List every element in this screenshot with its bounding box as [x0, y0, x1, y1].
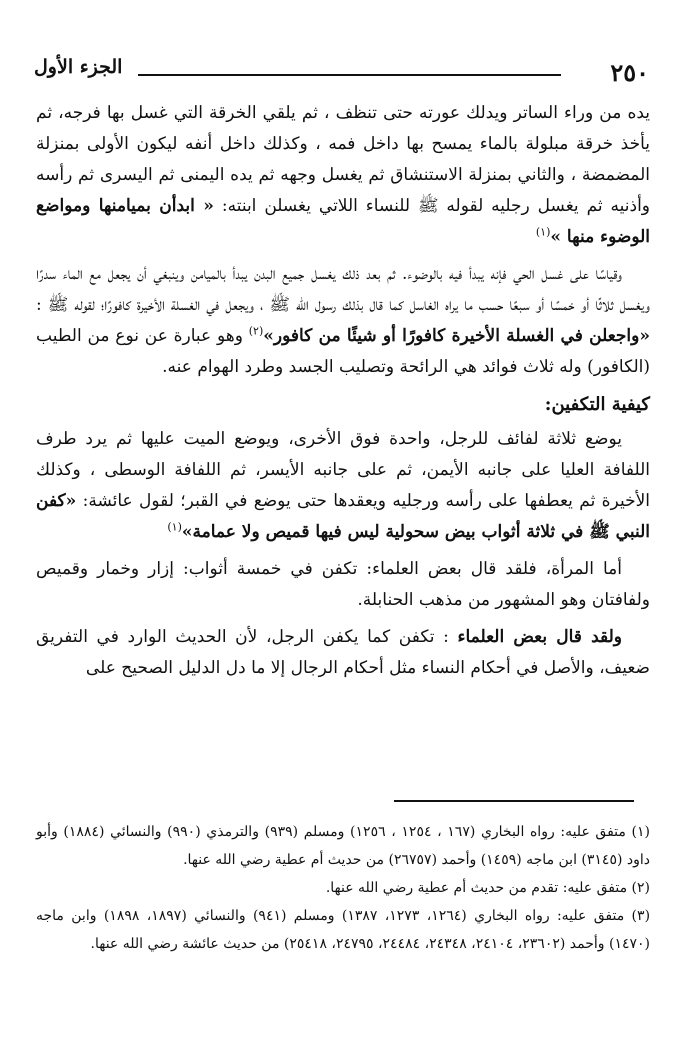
page-header [34, 54, 649, 88]
footnote-separator [394, 800, 634, 802]
paragraph-3 [36, 424, 650, 548]
footnote-2: (٢) متفق عليه: تقدم من حديث أم عطية رضي الله عنها. [325, 880, 650, 896]
paragraph-2-text-a: وقياسًا على غسل الحي فإنه يبدأ فيه بالوضوء. ثم بعد ذلك يغسل جميع البدن يبدأ بالميامن وينبغي أن يجعل مع الماء سدرًا ويغسل ثلاثًا أو خمسًا أو سبعًا حسب ما يراه الغاسل كما قال بذلك رسول الله ﷺ ، ويجعل في الغسلة الأخيرة كافورًا؛ لقوله ﷺ : [36, 264, 650, 315]
hadith-quote-3: «كفن النبي ﷺ في ثلاثة أثواب بيض سحولية ليس فيها قميص ولا عمامة» [36, 491, 650, 542]
paragraph-4: أما المرأة، فلقد قال بعض العلماء: تكفن في خمسة أثواب: إزار وخمار وقميص ولفافتان وهو المشهور من مذهب الحنابلة. [36, 559, 650, 610]
footnotes [36, 818, 650, 958]
footnote-3: (٣) متفق عليه: رواه البخاري (١٢٦٤، ١٢٧٣، ١٣٨٧) ومسلم (٩٤١) والنسائي (١٨٩٧، ١٨٩٨) وابن ماجه (١٤٧٠) وأحمد (٢٣٦٠٢، ٢٤١٠٤، ٢٤٣٤٨، ٢٤٤٨٤، ٢٤٧٩٥، ٢٥٤١٨) من حديث عائشة رضي الله عنها. [36, 908, 651, 952]
footnote-ref-2: (٢) [248, 324, 264, 338]
paragraph-2-text-b: وهو عبارة عن نوع من الطيب (الكافور) وله ثلاث فوائد هي الرائحة وتصليب الجسد وطرد الهوام عنه. [36, 326, 650, 377]
paragraph-1-text: يده من وراء الساتر ويدلك عورته حتى تنظف ، ثم يلقي الخرقة التي غسل بها فرجه، ثم يأخذ خرقة مبلولة بالماء يمسح بها داخل فمه ، وكذلك داخل أنفه ليكون الأولى بمنزلة المضمضة ، والثاني بمنزلة الاستنشاق ثم يغسل وجهه ثم يده اليمنى ثم اليسرى ثم رأسه وأذنيه ثم يغسل رجليه لقوله ﷺ للنساء اللاتي يغسلن ابنته: [36, 103, 651, 216]
paragraph-5-lead: ولقد قال بعض العلماء [457, 627, 622, 647]
section-heading: كيفية التكفين: [544, 394, 650, 415]
footnote-ref-1: (١) [535, 225, 551, 239]
footnote-1: (١) متفق عليه: رواه البخاري (١٦٧ ، ١٢٥٤ ، ١٢٥٦) ومسلم (٩٣٩) والترمذي (٩٩٠) والنسائي (١٨٨٤) وأبو داود (٣١٤٥) ابن ماجه (١٤٥٩) وأحمد (٢٦٧٥٧) من حديث أم عطية رضي الله عنها. [36, 824, 651, 868]
hadith-quote-1: « ابدأن بميامنها ومواضع الوضوء منها » [36, 196, 650, 247]
running-title: الجزء الأول [34, 56, 123, 78]
main-text [36, 98, 650, 690]
page-number: ٢٥٠ [610, 58, 649, 87]
hadith-quote-2: «واجعلن في الغسلة الأخيرة كافورًا أو شيئًا من كافور» [263, 326, 650, 346]
paragraph-1 [36, 98, 650, 253]
paragraph-5-text: : تكفن كما يكفن الرجل، لأن الحديث الوارد في التفريق ضعيف، والأصل في أحكام النساء مثل أحكام الرجال إلا ما دل الدليل الصحيح على [36, 627, 650, 678]
paragraph-3-text: يوضع ثلاثة لفائف للرجل، واحدة فوق الأخرى، ويوضع الميت عليها ثم يرد طرف اللفافة العليا على جانبه الأيمن، ثم على جانبه الأيسر، ثم اللفافة الوسطى ، وكذلك الأخيرة ثم يعطفها على رأسه ورجليه ويعقدها حتى يوضع في القبر؛ لقول عائشة: [36, 429, 650, 511]
footnote-ref-3: (١) [167, 520, 182, 534]
paragraph-2 [36, 259, 650, 383]
header-rule [138, 74, 561, 76]
paragraph-5 [36, 622, 650, 684]
